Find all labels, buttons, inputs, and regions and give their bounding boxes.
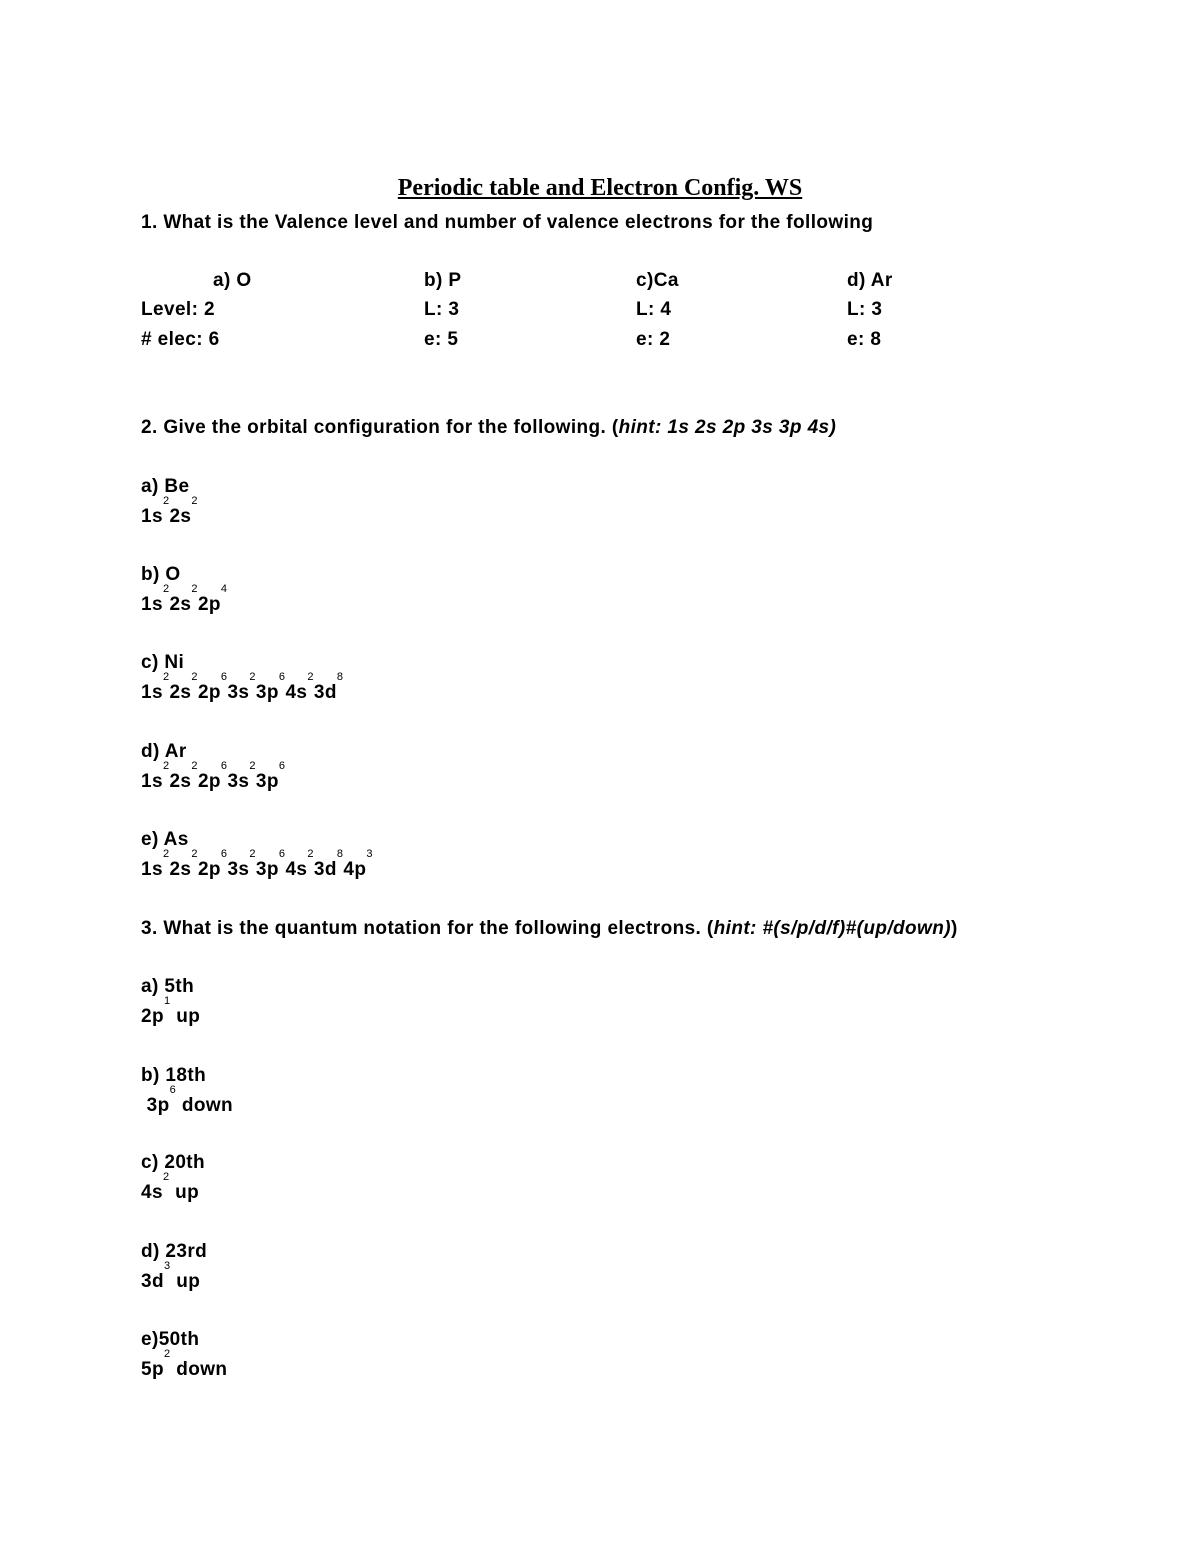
question-3-hint: hint: #(s/p/d/f)#(up/down) bbox=[713, 918, 951, 939]
orbital-term: 3s bbox=[227, 682, 250, 703]
orbital-exponent: 3 bbox=[366, 848, 373, 860]
orbital-exponent: 6 bbox=[220, 848, 228, 860]
orbital-exponent: 2 bbox=[191, 583, 198, 595]
q2-label-a: a) Be bbox=[141, 476, 190, 497]
q3-answer-spin: down bbox=[170, 1359, 228, 1380]
question-2-text: 2. Give the orbital configuration for the following. ( bbox=[141, 417, 619, 438]
q3-answer-base: 2p bbox=[141, 1006, 164, 1027]
orbital-exponent: 2 bbox=[162, 583, 170, 595]
orbital-term: 3s bbox=[227, 771, 250, 792]
question-3-prompt bbox=[141, 916, 958, 942]
q1-level-c: L: 4 bbox=[636, 299, 672, 320]
q2-label-b: b) O bbox=[141, 564, 181, 585]
orbital-term: 4s bbox=[285, 859, 308, 880]
orbital-term: 1s bbox=[141, 506, 163, 527]
q1-level-d: L: 3 bbox=[847, 299, 883, 320]
q3-answer-base: 3d bbox=[141, 1271, 164, 1292]
orbital-term: 2s bbox=[169, 859, 192, 880]
q2-config-b bbox=[141, 583, 228, 618]
q3-answer-a bbox=[141, 995, 201, 1030]
orbital-exponent: 2 bbox=[191, 848, 198, 860]
q1-electrons-d: e: 8 bbox=[847, 329, 882, 350]
q3-answer-spin: up bbox=[170, 1006, 201, 1027]
orbital-term: 3p bbox=[255, 771, 279, 792]
q3-answer-c bbox=[141, 1171, 200, 1206]
q3-answer-base: 5p bbox=[141, 1359, 164, 1380]
question-3-close: ) bbox=[950, 918, 958, 939]
orbital-term: 2p bbox=[197, 771, 221, 792]
q3-answer-exponent: 3 bbox=[163, 1260, 171, 1272]
question-2-hint: hint: 1s 2s 2p 3s 3p 4s) bbox=[618, 417, 837, 438]
q3-answer-spin: up bbox=[170, 1271, 201, 1292]
q3-answer-exponent: 2 bbox=[162, 1171, 170, 1183]
q3-answer-exponent: 6 bbox=[169, 1084, 177, 1096]
q3-answer-spin: down bbox=[176, 1095, 234, 1116]
q1-element-d: d) Ar bbox=[847, 270, 893, 291]
q2-config-a bbox=[141, 495, 198, 530]
q3-answer-exponent: 2 bbox=[163, 1348, 171, 1360]
orbital-term: 2s bbox=[169, 594, 192, 615]
orbital-exponent: 2 bbox=[162, 760, 170, 772]
q3-answer-exponent: 1 bbox=[163, 995, 171, 1007]
orbital-term: 4p bbox=[343, 859, 367, 880]
orbital-term: 2s bbox=[169, 506, 192, 527]
q1-electrons-a: # elec: 6 bbox=[141, 329, 220, 350]
orbital-term: 3p bbox=[255, 682, 279, 703]
q1-electrons-c: e: 2 bbox=[636, 329, 671, 350]
orbital-exponent: 2 bbox=[191, 671, 198, 683]
orbital-exponent: 6 bbox=[278, 760, 286, 772]
q3-answer-b bbox=[141, 1084, 234, 1119]
q1-level-b: L: 3 bbox=[424, 299, 460, 320]
orbital-exponent: 8 bbox=[336, 671, 344, 683]
q3-label-a: a) 5th bbox=[141, 976, 195, 997]
orbital-term: 3p bbox=[255, 859, 279, 880]
orbital-exponent: 2 bbox=[162, 671, 170, 683]
question-2-prompt bbox=[141, 415, 836, 441]
orbital-exponent: 8 bbox=[336, 848, 344, 860]
q2-config-d bbox=[141, 760, 286, 795]
question-1-prompt: 1. What is the Valence level and number of valence electrons for the following bbox=[141, 212, 874, 233]
orbital-term: 2p bbox=[197, 859, 221, 880]
q3-label-e: e)50th bbox=[141, 1329, 200, 1350]
q2-label-e: e) As bbox=[141, 829, 189, 850]
q3-answer-base: 4s bbox=[141, 1182, 163, 1203]
orbital-exponent: 2 bbox=[162, 848, 170, 860]
orbital-exponent: 6 bbox=[278, 671, 286, 683]
q2-config-c bbox=[141, 671, 344, 706]
orbital-term: 1s bbox=[141, 682, 163, 703]
q1-element-b: b) P bbox=[424, 270, 462, 291]
orbital-term: 3d bbox=[313, 859, 337, 880]
q3-label-c: c) 20th bbox=[141, 1152, 206, 1173]
orbital-exponent: 2 bbox=[307, 671, 314, 683]
orbital-exponent: 2 bbox=[162, 495, 170, 507]
q2-label-c: c) Ni bbox=[141, 652, 185, 673]
question-3-text: 3. What is the quantum notation for the following electrons. ( bbox=[141, 918, 714, 939]
orbital-term: 1s bbox=[141, 771, 163, 792]
q1-electrons-b: e: 5 bbox=[424, 329, 459, 350]
orbital-exponent: 6 bbox=[220, 671, 228, 683]
orbital-exponent: 2 bbox=[191, 495, 198, 507]
q3-answer-base: 3p bbox=[141, 1095, 170, 1116]
q2-label-d: d) Ar bbox=[141, 741, 187, 762]
orbital-exponent: 2 bbox=[307, 848, 314, 860]
orbital-term: 1s bbox=[141, 594, 163, 615]
orbital-term: 2p bbox=[197, 682, 221, 703]
q3-answer-d bbox=[141, 1260, 201, 1295]
q1-element-c: c)Ca bbox=[636, 270, 679, 291]
orbital-term: 3s bbox=[227, 859, 250, 880]
orbital-exponent: 2 bbox=[249, 848, 256, 860]
orbital-term: 2s bbox=[169, 771, 192, 792]
orbital-exponent: 4 bbox=[220, 583, 228, 595]
q3-answer-spin: up bbox=[169, 1182, 200, 1203]
q3-label-d: d) 23rd bbox=[141, 1241, 208, 1262]
orbital-term: 3d bbox=[313, 682, 337, 703]
q1-element-a: a) O bbox=[213, 270, 252, 291]
page-title: Periodic table and Electron Config. WS bbox=[397, 175, 803, 201]
orbital-term: 4s bbox=[285, 682, 308, 703]
orbital-term: 2p bbox=[197, 594, 221, 615]
orbital-term: 1s bbox=[141, 859, 163, 880]
orbital-exponent: 6 bbox=[278, 848, 286, 860]
q2-config-e bbox=[141, 848, 373, 883]
q3-label-b: b) 18th bbox=[141, 1065, 207, 1086]
orbital-exponent: 2 bbox=[249, 671, 256, 683]
q3-answer-e bbox=[141, 1348, 228, 1383]
orbital-term: 2s bbox=[169, 682, 192, 703]
orbital-exponent: 2 bbox=[249, 760, 256, 772]
orbital-exponent: 2 bbox=[191, 760, 198, 772]
orbital-exponent: 6 bbox=[220, 760, 228, 772]
q1-level-a: Level: 2 bbox=[141, 299, 215, 320]
